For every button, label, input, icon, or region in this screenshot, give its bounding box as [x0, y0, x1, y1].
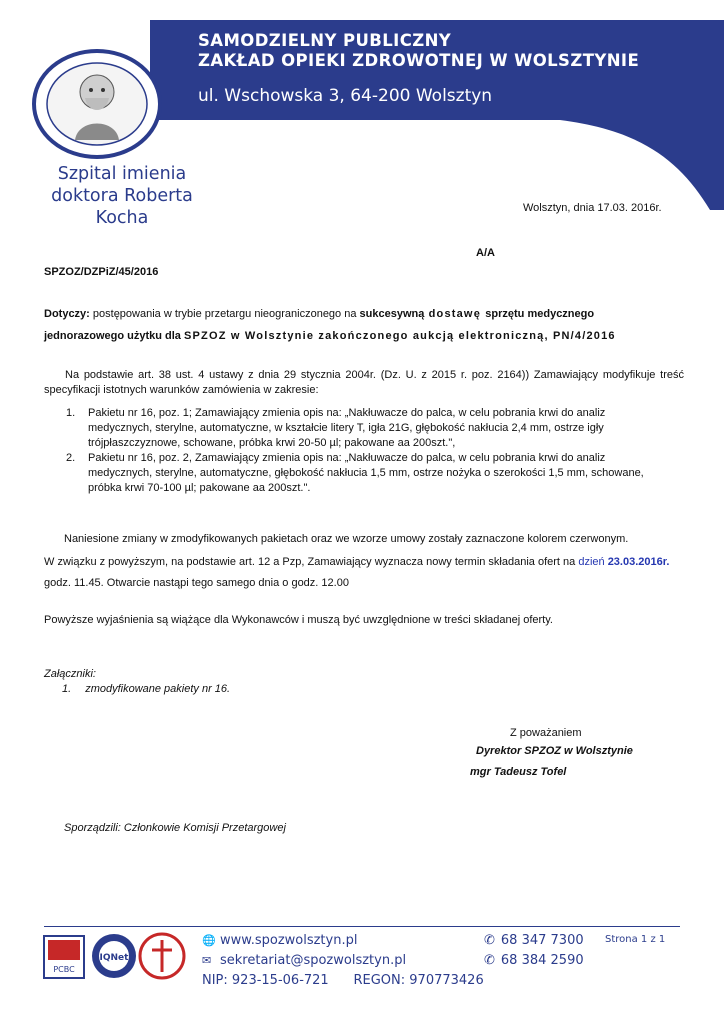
attachment-item: 1. zmodyfikowane pakiety nr 16.: [62, 683, 231, 695]
certification-logos: [42, 930, 187, 982]
list-item: 1. Pakietu nr 16, poz. 1; Zamawiający zmienia opis na: „Nakłuwacze do palca, w celu pobrania krwi do analiz medycznych, sterylne, automatyczne, w kształcie litery T, igła 21G, głębokość nakłucia 2,4 mm, ostrze igły trójpłaszczyznowe, schowane, próbka krwi 20-50 µl; pakowane aa 200szt.",: [66, 407, 606, 449]
changes-note: Naniesione zmiany w zmodyfikowanych pakietach oraz we wzorze umowy zostały zaznaczone kolorem czerwonym.: [64, 533, 629, 545]
hospital-seal-logo: [30, 48, 165, 160]
closing: Z poważaniem: [510, 727, 582, 739]
footer-divider: [44, 926, 680, 927]
fax-icon: ✆: [484, 953, 495, 968]
institution-name: SAMODZIELNY PUBLICZNY ZAKŁAD OPIEKI ZDROWOTNEJ W WOLSZTYNIE: [198, 31, 640, 70]
intro-paragraph: Na podstawie art. 38 ust. 4 ustawy z dnia 29 stycznia 2004r. (Dz. U. z 2015 r. poz. 2164)) Zamawiający modyfikuje treść specyfikacji istotnych warunków zamówienia w zakresie:: [44, 369, 684, 396]
svg-text:PCBC: PCBC: [53, 965, 75, 974]
nip-regon: NIP: 923-15-06-721 REGON: 970773426: [202, 973, 484, 988]
globe-icon: 🌐: [202, 934, 216, 947]
addressee: A/A: [476, 247, 495, 259]
modifications-list: [44, 406, 644, 496]
new-deadline: W związku z powyższym, na podstawie art. 12 a Pzp, Zamawiający wyznacza nowy termin składania ofert na dzień 23.03.2016r.: [44, 556, 670, 568]
attachments-label: Załączniki:: [44, 668, 96, 680]
director-name: mgr Tadeusz Tofel: [470, 766, 567, 778]
website-row[interactable]: 🌐 www.spozwolsztyn.pl: [202, 931, 484, 951]
footer-phones: ✆ 68 347 7300 ✆ 68 384 2590: [484, 933, 584, 968]
email-row[interactable]: ✉ sekretariat@spozwolsztyn.pl: [202, 951, 484, 971]
page-number: Strona 1 z 1: [605, 934, 666, 945]
phone-icon: ✆: [484, 933, 495, 948]
subject: Dotyczy: postępowania w trybie przetargu nieograniczonego na sukcesywną dostawę sprzętu medycznego jednorazowego użytku dla SPZOZ w Wolsztynie zakończonego aukcją elektroniczną, PN/4/2016: [44, 308, 616, 342]
hospital-name: Szpital imienia doktora Roberta Kocha: [51, 164, 193, 228]
prepared-by: Sporządzili: Członkowie Komisji Przetargowej: [64, 822, 286, 834]
reference-number: SPZOZ/DZPiZ/45/2016: [44, 266, 159, 278]
header-curve-decoration: [560, 120, 724, 210]
director-title: Dyrektor SPZOZ w Wolsztynie: [476, 745, 633, 757]
letter-date: Wolsztyn, dnia 17.03. 2016r.: [523, 202, 662, 214]
list-item: 2. Pakietu nr 16, poz. 2, Zamawiający zmienia opis na: „Nakłuwacze do palca, w celu pobrania krwi do analiz medycznych, sterylne, automatyczne, głębokość nakłucia 1,5 mm, ostrze nożyka o szerokości 1,5 mm, schowane, próbka krwi 70-100 µl; pakowane aa 200szt.".: [66, 452, 644, 494]
binding-statement: Powyższe wyjaśnienia są wiążące dla Wykonawców i muszą być uwzględnione w treści składanej oferty.: [44, 614, 553, 626]
institution-address: ul. Wschowska 3, 64-200 Wolsztyn: [198, 86, 493, 106]
svg-text:IQNet: IQNet: [99, 953, 129, 963]
deadline-time: godz. 11.45. Otwarcie nastąpi tego samego dnia o godz. 12.00: [44, 577, 349, 589]
footer-contact: [202, 931, 484, 991]
envelope-icon: ✉: [202, 954, 212, 967]
